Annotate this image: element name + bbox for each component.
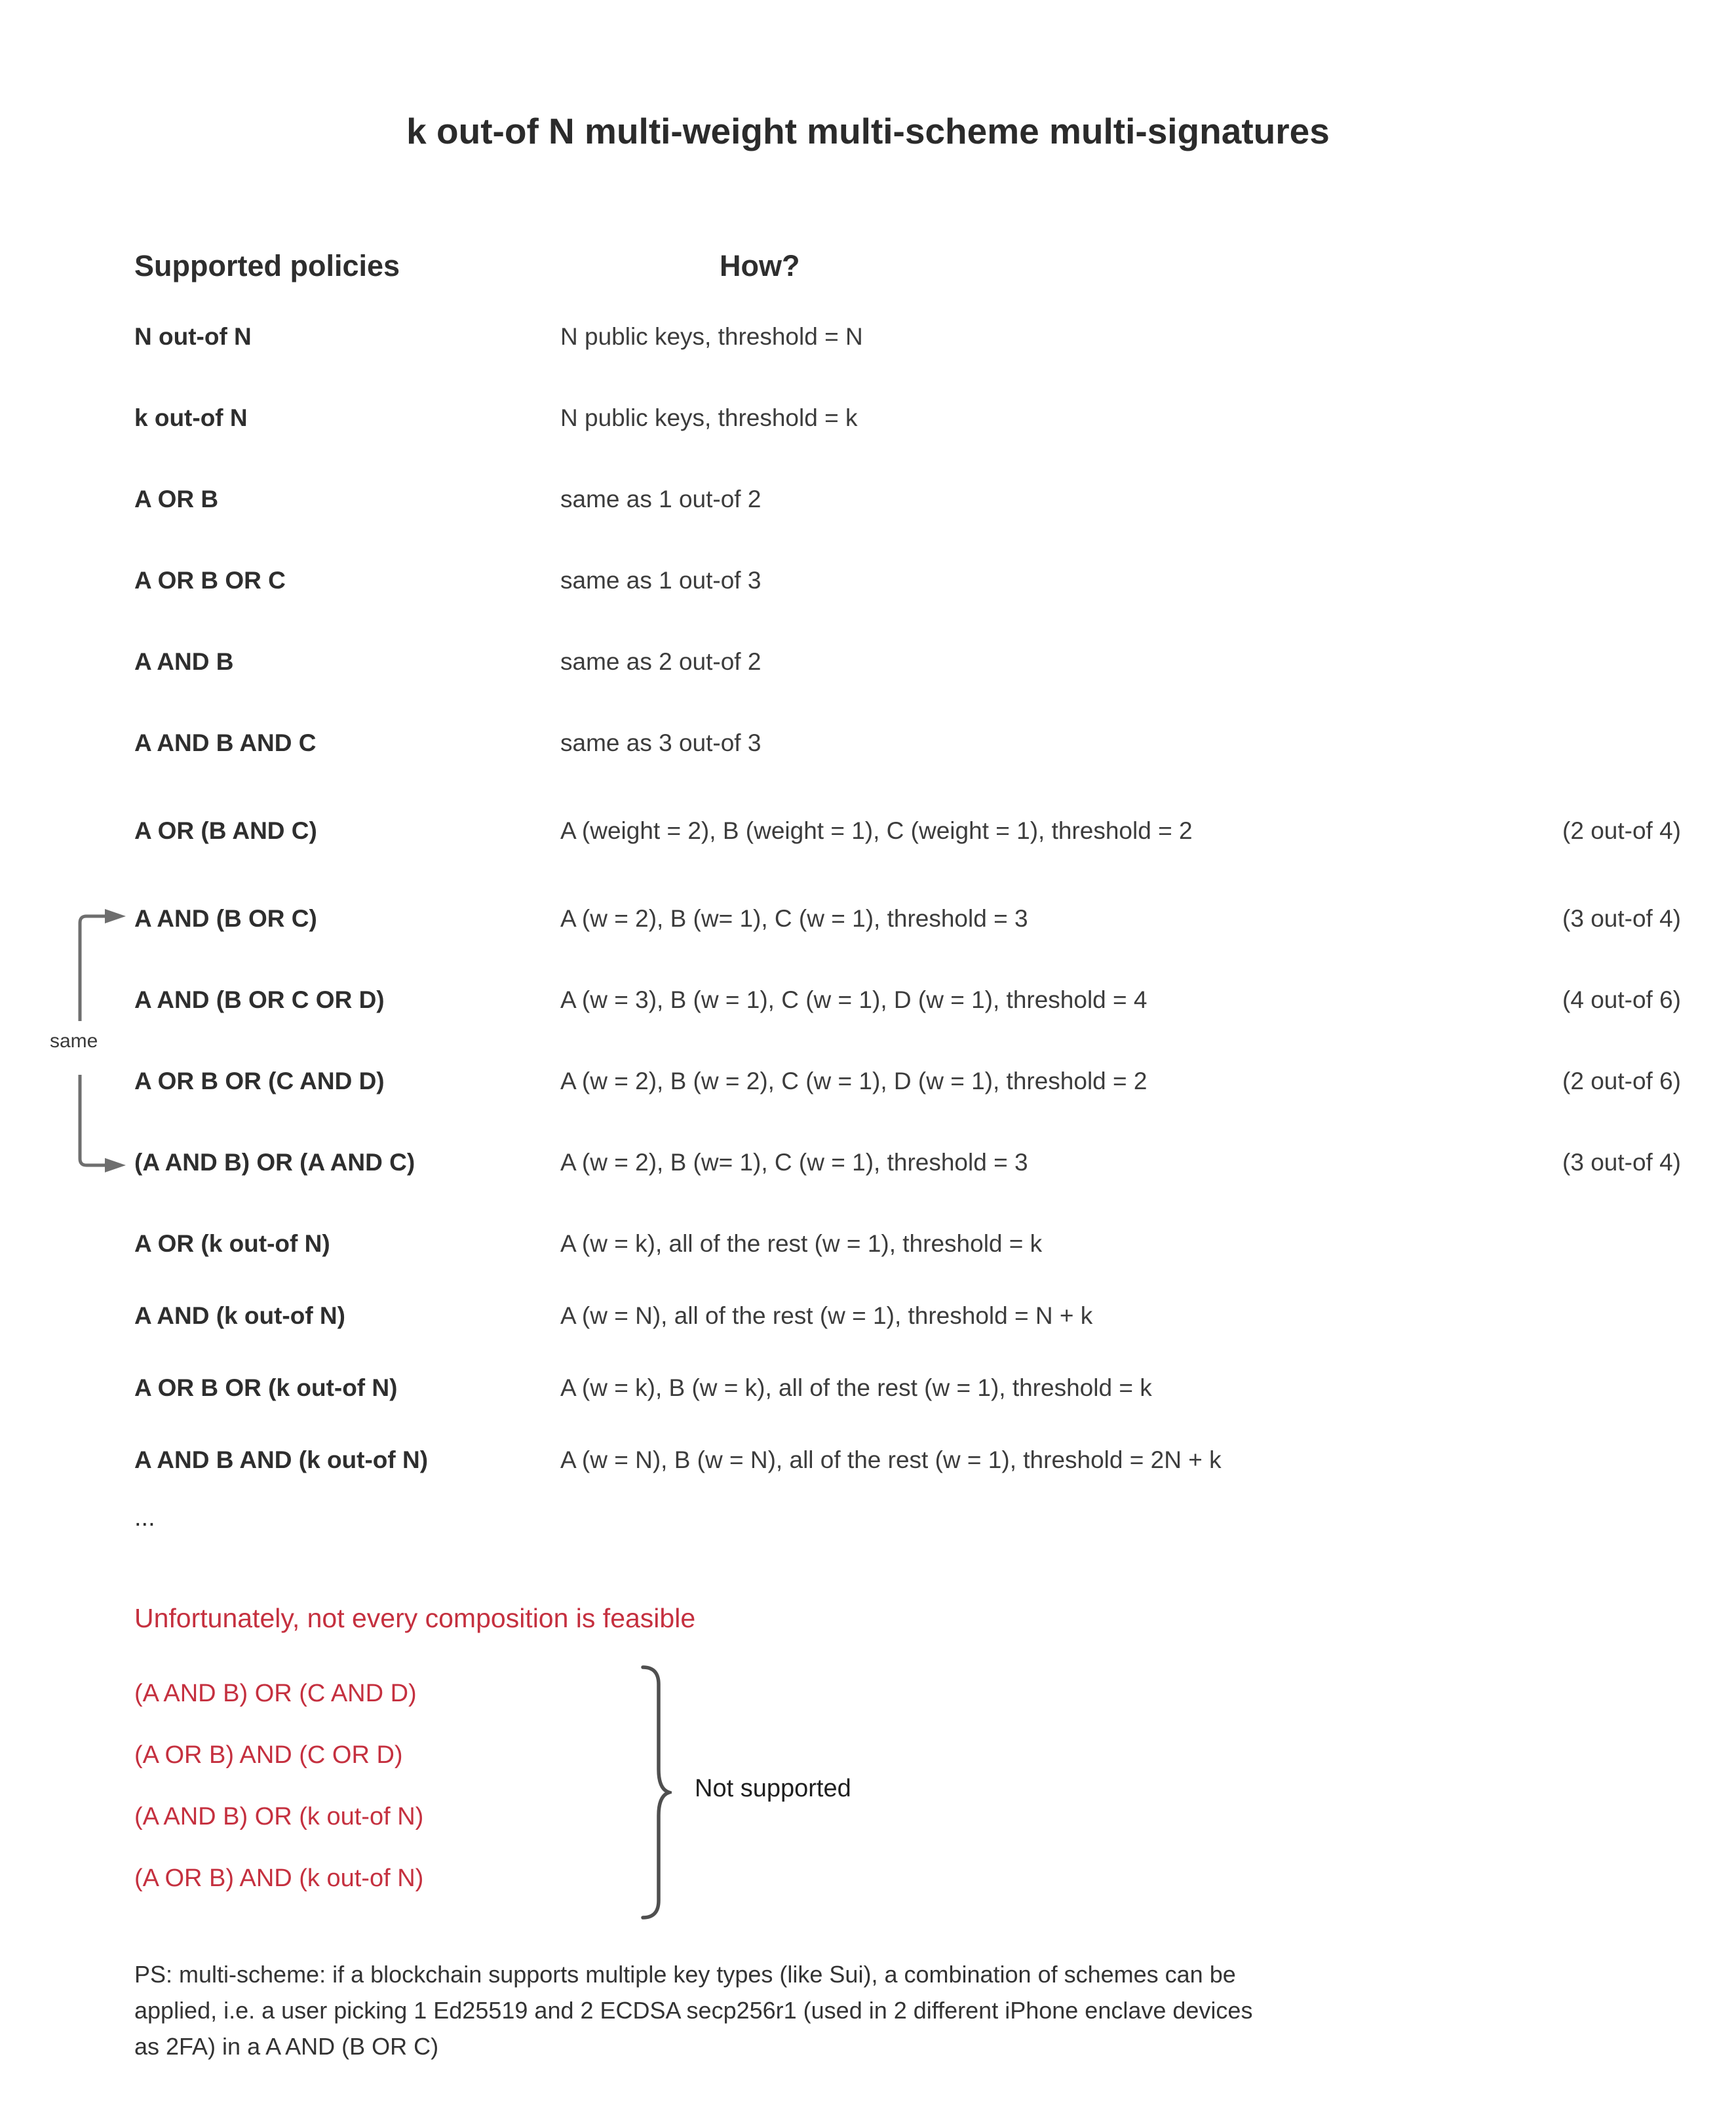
how-cell: A (w = N), B (w = N), all of the rest (w = 1), threshold = 2N + k <box>560 1446 1222 1473</box>
how-cell: same as 2 out-of 2 <box>560 648 762 675</box>
how-cell: A (w = 3), B (w = 1), C (w = 1), D (w = 1), threshold = 4 <box>560 986 1148 1013</box>
policy-cell: A OR B OR (k out-of N) <box>134 1374 398 1401</box>
column-header-how: How? <box>720 249 800 282</box>
policy-cell: A AND (B OR C OR D) <box>134 986 385 1013</box>
infeasible-item: (A AND B) OR (C AND D) <box>134 1680 417 1707</box>
table-row <box>134 729 1681 758</box>
ps-note <box>134 1956 1655 2064</box>
table-row <box>134 986 1681 1015</box>
table-row <box>134 322 1681 351</box>
how-cell: same as 3 out-of 3 <box>560 729 762 756</box>
policy-cell: A OR (B AND C) <box>134 817 317 844</box>
how-cell: A (w = 2), B (w= 1), C (w = 1), threshold = 3 <box>560 1149 1028 1176</box>
page-title: k out-of N multi-weight multi-scheme multi-signatures <box>406 111 1330 151</box>
how-cell: A (w = 2), B (w= 1), C (w = 1), threshold = 3 <box>560 905 1028 932</box>
arrow-right-icon <box>105 1158 126 1172</box>
policy-table <box>134 322 1681 1475</box>
how-cell: A (w = k), all of the rest (w = 1), threshold = k <box>560 1230 1043 1257</box>
how-cell: A (w = 2), B (w = 2), C (w = 1), D (w = 1), threshold = 2 <box>560 1068 1148 1094</box>
table-row <box>134 485 1681 514</box>
table-row <box>134 1148 1681 1177</box>
infeasible-heading: Unfortunately, not every composition is feasible <box>134 1603 696 1633</box>
policy-cell: A AND (B OR C) <box>134 905 317 932</box>
infeasible-item: (A OR B) AND (k out-of N) <box>134 1865 424 1892</box>
ps-note-line: as 2FA) in a A AND (B OR C) <box>134 2033 439 2060</box>
outof-cell: (3 out-of 4) <box>1562 905 1681 932</box>
policy-cell: (A AND B) OR (A AND C) <box>134 1149 415 1176</box>
table-row <box>134 1446 1681 1475</box>
ps-note-line: PS: multi-scheme: if a blockchain supports multiple key types (like Sui), a combination of schemes can be <box>134 1961 1236 1988</box>
outof-cell: (3 out-of 4) <box>1562 1149 1681 1176</box>
outof-cell: (2 out-of 6) <box>1562 1068 1681 1094</box>
policy-cell: A AND B <box>134 648 234 675</box>
outof-cell: (4 out-of 6) <box>1562 986 1681 1013</box>
policy-cell: k out-of N <box>134 404 248 431</box>
column-header-policies: Supported policies <box>134 249 400 282</box>
table-row <box>134 566 1681 595</box>
ellipsis: ... <box>134 1504 155 1532</box>
table-row <box>134 1374 1681 1402</box>
how-cell: A (weight = 2), B (weight = 1), C (weight = 1), threshold = 2 <box>560 817 1193 844</box>
arrow-right-icon <box>105 909 126 923</box>
not-supported-label: Not supported <box>695 1775 851 1802</box>
infeasible-list <box>134 1679 423 1925</box>
table-row <box>134 904 1681 933</box>
policy-cell: A AND B AND C <box>134 729 317 756</box>
how-cell: N public keys, threshold = k <box>560 404 858 431</box>
policy-cell: A OR B OR (C AND D) <box>134 1068 385 1094</box>
table-row <box>134 647 1681 676</box>
table-row <box>134 404 1681 433</box>
how-cell: A (w = k), B (w = k), all of the rest (w = 1), threshold = k <box>560 1374 1152 1401</box>
policy-cell: A OR (k out-of N) <box>134 1230 330 1257</box>
policy-cell: N out-of N <box>134 323 252 350</box>
policy-cell: A OR B OR C <box>134 567 286 594</box>
infeasible-item: (A AND B) OR (k out-of N) <box>134 1803 424 1830</box>
curly-brace-icon <box>639 1665 672 1920</box>
table-row <box>134 1067 1681 1096</box>
table-row <box>134 817 1681 845</box>
how-cell: same as 1 out-of 2 <box>560 486 762 512</box>
table-row <box>134 1229 1681 1258</box>
infeasible-item: (A OR B) AND (C OR D) <box>134 1741 403 1769</box>
ps-note-line: applied, i.e. a user picking 1 Ed25519 and 2 ECDSA secp256r1 (used in 2 different iPhone enclave devices <box>134 1997 1253 2024</box>
how-cell: same as 1 out-of 3 <box>560 567 762 594</box>
same-label: same <box>47 1030 100 1053</box>
how-cell: A (w = N), all of the rest (w = 1), threshold = N + k <box>560 1302 1093 1329</box>
policy-cell: A AND (k out-of N) <box>134 1302 345 1329</box>
how-cell: N public keys, threshold = N <box>560 323 863 350</box>
policy-cell: A AND B AND (k out-of N) <box>134 1446 429 1473</box>
outof-cell: (2 out-of 4) <box>1562 817 1681 844</box>
table-row <box>134 1302 1681 1330</box>
policy-cell: A OR B <box>134 486 219 512</box>
